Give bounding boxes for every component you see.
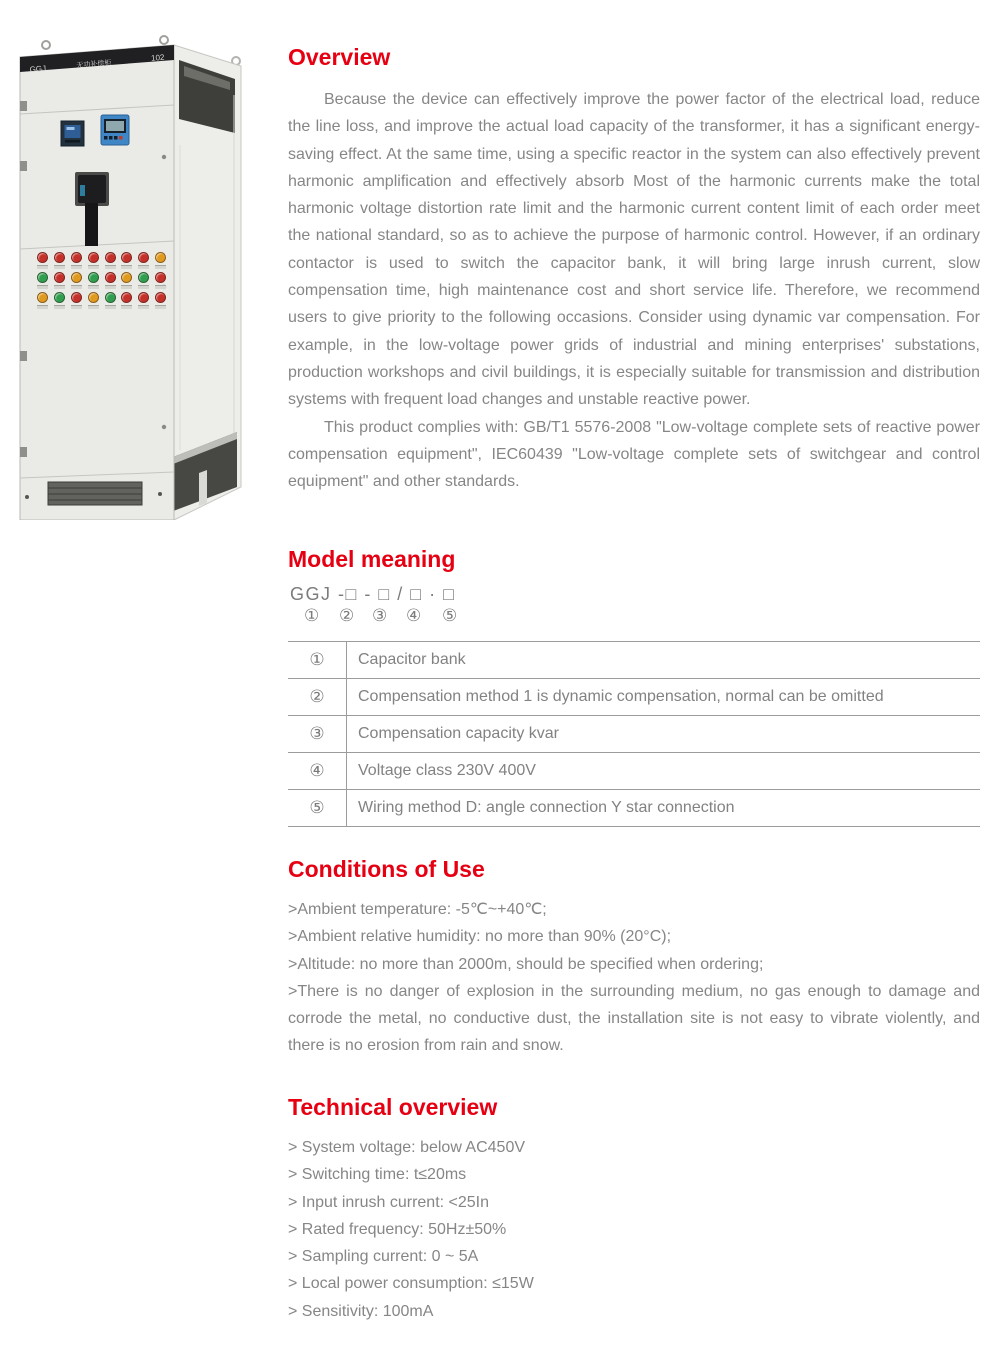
product-image (14, 35, 266, 520)
screw (162, 155, 166, 159)
list-item: > Sampling current: 0 ~ 5A (288, 1248, 479, 1266)
list-item: >Ambient temperature: -5℃~+40℃; (288, 901, 547, 918)
list-item: > Sensitivity: 100mA (288, 1302, 434, 1320)
hinge (20, 447, 27, 457)
overview-text (288, 86, 980, 495)
green-indicator-light (102, 290, 119, 310)
technical-heading: Technical overview (288, 1094, 498, 1120)
table-row (288, 716, 980, 753)
orange-indicator-light (152, 250, 169, 270)
circle-5: ⑤ (442, 606, 458, 625)
red-indicator-light (51, 250, 68, 270)
red-indicator-light (68, 290, 85, 310)
red-indicator-light (152, 270, 169, 290)
indicator-lights (34, 250, 169, 310)
screw (158, 492, 162, 496)
green-indicator-light (34, 270, 51, 290)
green-indicator-light (135, 270, 152, 290)
red-indicator-light (135, 250, 152, 270)
circle-3: ③ (372, 606, 388, 625)
red-indicator-light (51, 270, 68, 290)
row-index: ③ (288, 716, 347, 753)
circle-2: ② (339, 606, 355, 625)
green-indicator-light (85, 270, 102, 290)
list-item: > Switching time: t≤20ms (288, 1166, 467, 1184)
conditions-heading: Conditions of Use (288, 856, 485, 882)
red-indicator-light (118, 250, 135, 270)
overview-paragraph-2: This product complies with: GB/T1 5576-2008 "Low-voltage complete sets of reactive power compensation equipment", IEC60439 "Low-voltage complete sets of switchgear and control equipment" and other standards. (288, 418, 980, 491)
red-indicator-light (68, 250, 85, 270)
power-factor-meter (61, 121, 84, 146)
conditions-list (288, 896, 980, 1060)
row-index: ① (288, 642, 347, 679)
overview-heading: Overview (288, 44, 391, 70)
row-description: Compensation capacity kvar (347, 716, 981, 753)
hinge (20, 161, 27, 171)
cabinet-base-post (199, 470, 207, 506)
row-index: ⑤ (288, 790, 347, 827)
red-indicator-light (85, 250, 102, 270)
screw (25, 495, 29, 499)
table-row (288, 679, 980, 716)
orange-indicator-light (85, 290, 102, 310)
lifting-lug-icon (160, 36, 168, 44)
orange-indicator-light (68, 270, 85, 290)
green-indicator-light (51, 290, 68, 310)
table-row (288, 753, 980, 790)
row-description: Compensation method 1 is dynamic compensation, normal can be omitted (347, 679, 981, 716)
technical-list (288, 1134, 980, 1325)
table-row (288, 790, 980, 827)
row-description: Capacitor bank (347, 642, 981, 679)
row-description: Voltage class 230V 400V (347, 753, 981, 790)
list-item: > System voltage: below AC450V (288, 1139, 526, 1156)
hinge (20, 101, 27, 111)
red-indicator-light (152, 290, 169, 310)
row-index: ④ (288, 753, 347, 790)
row-description: Wiring method D: angle connection Y star connection (347, 790, 981, 827)
red-indicator-light (102, 270, 119, 290)
orange-indicator-light (118, 270, 135, 290)
circle-4: ④ (406, 606, 422, 625)
list-item: >Ambient relative humidity: no more than 90% (20°C); (288, 928, 672, 946)
list-item: > Rated frequency: 50Hz±50% (288, 1220, 507, 1238)
red-indicator-light (118, 290, 135, 310)
list-item: > Input inrush current: <25In (288, 1193, 490, 1211)
table-row (288, 642, 980, 679)
red-indicator-light (34, 250, 51, 270)
overview-paragraph-1: Because the device can effectively improve the power factor of the electrical load, reduce the line loss, and improve the actual load capacity of the transformer, it has a significant energy-saving effect. At the same time, using a specific reactor in the system can also effectively prevent harmonic amplification and effectively absorb Most of the harmonic currents make the total harmonic voltage distortion rate limit and the harmonic current content limit of each order meet the national standard, so as to achieve the purpose of harmonic control. However, if an ordinary contactor is used to switch the capacitor bank, it will bring large inrush current, slow compensation time, high maintenance cost and short service life. Therefore, we recommend users to give priority to the following occasions. Consider using dynamic var compensation. For example, in the low-voltage power grids of industrial and mining enterprises' substations, production workshops and civil buildings, it is especially suitable for transmission and distribution systems with frequent load changes and unstable reactive power. (288, 91, 980, 409)
row-index: ② (288, 679, 347, 716)
orange-indicator-light (34, 290, 51, 310)
list-item: >There is no danger of explosion in the surrounding medium, no gas enough to damage and corrode the metal, no conductive dust, the installation site is not easy to vibrate violently, and there is no erosion from rain and snow. (288, 982, 980, 1055)
list-item: >Altitude: no more than 2000m, should be specified when ordering; (288, 955, 764, 973)
cabinet-model-label: GGJ (29, 63, 47, 75)
ventilation-grille (48, 482, 142, 505)
screw (162, 425, 166, 429)
model-meaning-table (288, 641, 980, 827)
cabinet-chinese-label: 无功补偿柜 (76, 59, 112, 70)
lifting-lug-icon (42, 41, 50, 49)
list-item: > Local power consumption: ≤15W (288, 1275, 534, 1293)
model-code: GGJ -□ - □ / □ · □ (290, 584, 456, 604)
compensation-controller-meter (101, 115, 129, 145)
model-circle-indices (288, 606, 588, 628)
circle-1: ① (304, 606, 320, 625)
red-indicator-light (135, 290, 152, 310)
hinge (20, 351, 27, 361)
red-indicator-light (102, 250, 119, 270)
cabinet-number-label: 102 (150, 52, 165, 63)
model-meaning-heading: Model meaning (288, 546, 456, 572)
